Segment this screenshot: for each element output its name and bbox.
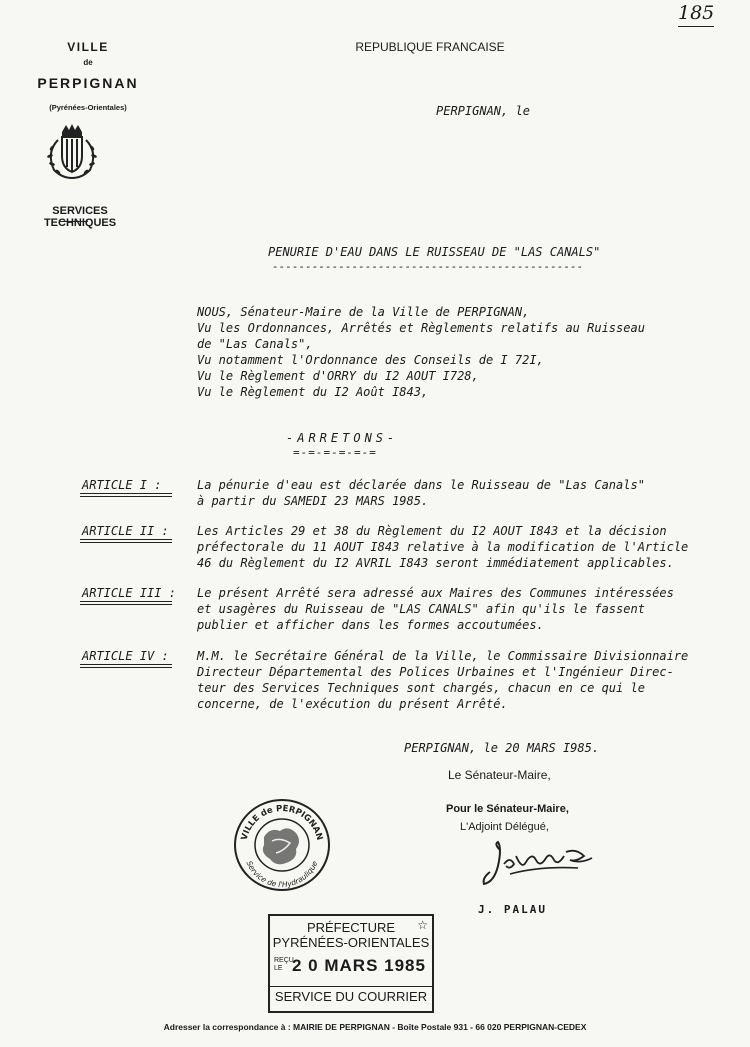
article-2-line: 46 du Règlement du I2 AVRIL I843 seront immédiatement applicables. [197, 556, 674, 570]
city-word: VILLE [67, 40, 109, 54]
article-3-line: Le présent Arrêté sera adressé aux Maires des Communes intéressées [197, 586, 674, 600]
article-3-line: et usagères du Ruisseau de "LAS CANALS" afin qu'ils le fassent [197, 602, 645, 616]
article-4-line: teur des Services Techniques sont chargés, chacun en ce qui le [197, 681, 645, 695]
preamble-line: de "Las Canals", [197, 337, 313, 351]
services-techniques: SERVICES TECHNIQUES [43, 205, 117, 229]
signer-name: J. PALAU [478, 903, 547, 916]
article-label-text: ARTICLE I : [82, 478, 162, 492]
preamble-line: Vu le Règlement du I2 Août I843, [197, 385, 429, 399]
handwritten-signature [480, 838, 598, 890]
preamble [197, 305, 717, 405]
city-hydraulics-seal [232, 797, 332, 893]
page-number-text: 185 [678, 2, 715, 24]
page-number [678, 2, 714, 24]
article-3-label [82, 586, 176, 600]
article-1-line: La pénurie d'eau est déclarée dans le Ruisseau de "Las Canals" [197, 478, 645, 492]
subject-rule: ----------------------------------------------- [272, 260, 584, 270]
article-3-line: publier et afficher dans les formes accoutumées. [197, 618, 544, 632]
arretons-heading: -ARRETONS- [286, 431, 399, 445]
article-label-text: ARTICLE II : [82, 524, 169, 538]
stamp-date: 2 0 MARS 1985 [292, 956, 426, 975]
article-1-label [82, 478, 161, 492]
city-de: de [83, 58, 93, 67]
city-department: (Pyrénées-Orientales) [49, 103, 127, 112]
preamble-line: Vu le Règlement d'ORRY du I2 AOUT I728, [197, 369, 479, 383]
article-2-line: Les Articles 29 et 38 du Règlement du I2 AOUT I843 et la décision [197, 524, 667, 538]
article-4-line: Directeur Départemental des Polices Urbaines et l'Ingénieur Direc- [197, 665, 674, 679]
article-label-text: ARTICLE III : [82, 586, 176, 600]
footer-address: Adresser la correspondance à : MAIRIE DE PERPIGNAN - Boîte Postale 931 - 66 020 PERPIGNAN-CEDEX [163, 1022, 587, 1032]
seal-bottom-text: Service de l'Hydraulique [244, 859, 320, 890]
preamble-line: Vu notamment l'Ordonnance des Conseils de I 72I, [197, 353, 544, 367]
stamp-department: PYRÉNÉES-ORIENTALES [272, 935, 430, 950]
preamble-line: Vu les Ordonnances, Arrêtés et Règlements relatifs au Ruisseau [197, 321, 645, 335]
star-icon: ☆ [417, 918, 428, 932]
arretons-rule: =-=-=-=-=-= [293, 446, 377, 459]
stamp-service: SERVICE DU COURRIER [274, 989, 428, 1004]
article-4-label [82, 649, 169, 663]
place-date-line: PERPIGNAN, le [436, 104, 530, 118]
subject-title: PENURIE D'EAU DANS LE RUISSEAU DE "LAS CANALS" [268, 245, 601, 259]
signing-date: PERPIGNAN, le 20 MARS I985. [404, 741, 600, 755]
preamble-line: NOUS, Sénateur-Maire de la Ville de PERPIGNAN, [197, 305, 530, 319]
article-2-line: préfectorale du 11 AOUT I843 relative à la modification de l'Article [197, 540, 689, 554]
article-4-line: concerne, de l'exécution du présent Arrêté. [197, 697, 508, 711]
stamp-prefecture: PRÉFECTURE [306, 920, 396, 935]
article-4-line: M.M. le Secrétaire Général de la Ville, le Commissaire Divisionnaire [197, 649, 689, 663]
article-1-line: à partir du SAMEDI 23 MARS 1985. [197, 494, 429, 508]
republic-heading: REPUBLIQUE FRANCAISE [355, 40, 505, 54]
on-behalf-title: Pour le Sénateur-Maire, [446, 803, 569, 815]
stamp-received-label: REÇU LE [274, 957, 294, 972]
article-label-text: ARTICLE IV : [82, 649, 169, 663]
seal-top-text: VILLE de PERPIGNAN [239, 803, 325, 842]
article-2-label [82, 524, 169, 538]
city-name: PERPIGNAN [37, 75, 139, 91]
prefecture-received-stamp [268, 914, 434, 1013]
deputy-title: L'Adjoint Délégué, [460, 821, 549, 833]
services-underline [60, 221, 88, 222]
city-crest-icon [40, 122, 104, 184]
senator-mayor-title: Le Sénateur-Maire, [448, 768, 551, 782]
